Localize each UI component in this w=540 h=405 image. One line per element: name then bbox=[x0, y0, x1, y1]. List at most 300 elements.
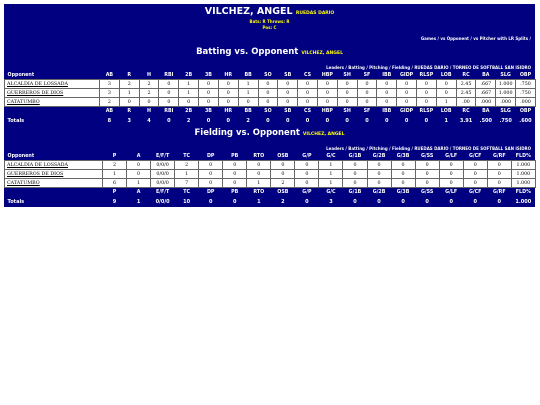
column-header-cs: CS bbox=[303, 72, 312, 78]
stat-cell: 1.000 bbox=[511, 161, 535, 170]
column-header-e-f-t: E/F/T bbox=[155, 189, 170, 195]
stat-cell: .00 bbox=[456, 98, 476, 107]
column-header-so: SO bbox=[264, 108, 272, 114]
sub-nav-link-leaders[interactable]: Leaders bbox=[326, 146, 345, 151]
sub-nav-link-torneo-de-softball-san-isidro[interactable]: TORNEO DE SOFTBALL SAN ISIDRO bbox=[452, 146, 531, 151]
column-header-tc: TC bbox=[183, 189, 191, 195]
stat-cell: 1 bbox=[319, 179, 343, 188]
stat-cell: 0 bbox=[337, 80, 357, 89]
stat-cell: 1 bbox=[238, 80, 258, 89]
stat-cell: 1.000 bbox=[496, 80, 516, 89]
column-header-e-f-t: E/F/T bbox=[155, 153, 170, 159]
column-header-slg: SLG bbox=[500, 72, 511, 78]
total-cell: 0 bbox=[425, 198, 429, 205]
stat-cell: 3 bbox=[100, 80, 120, 89]
stat-cell: 1.000 bbox=[496, 89, 516, 98]
stat-cell: 0 bbox=[199, 179, 223, 188]
opponent-link[interactable]: ALCALDIA DE LOSSADA bbox=[5, 80, 100, 89]
stat-cell: 0 bbox=[317, 89, 337, 98]
stat-cell: 0 bbox=[295, 179, 319, 188]
stat-cell: 1 bbox=[179, 89, 199, 98]
column-header-ba: BA bbox=[482, 108, 490, 114]
stat-cell: 0 bbox=[258, 89, 278, 98]
stat-cell: 2 bbox=[103, 161, 127, 170]
total-cell: 0 bbox=[285, 117, 290, 124]
column-header-ibb: IBB bbox=[382, 72, 392, 78]
stat-cell: 1 bbox=[238, 89, 258, 98]
fielding-footer-header-row bbox=[5, 188, 536, 197]
fielding-table bbox=[4, 152, 536, 207]
total-cell: 0 bbox=[365, 117, 369, 124]
stat-cell: 0 bbox=[357, 89, 377, 98]
sub-nav-link-batting[interactable]: Batting bbox=[348, 65, 365, 70]
total-cell: 2 bbox=[281, 198, 285, 205]
column-header-sb: SB bbox=[284, 108, 292, 114]
column-header-r: R bbox=[127, 108, 132, 114]
top-nav-link-vs-pitcher-with-lr-splits[interactable]: vs Pitcher with LR Splits bbox=[473, 36, 529, 41]
stat-cell: 0 bbox=[377, 80, 397, 89]
nav-separator: / bbox=[448, 146, 453, 151]
stat-cell: 0 bbox=[337, 98, 357, 107]
totals-label: Totals bbox=[7, 117, 25, 124]
stat-cell: 0 bbox=[463, 170, 487, 179]
stat-cell: 0 bbox=[397, 98, 417, 107]
total-cell: 0 bbox=[424, 117, 429, 124]
column-header-a: A bbox=[136, 189, 141, 195]
stat-cell: 0 bbox=[317, 98, 337, 107]
nav-separator: / bbox=[344, 65, 349, 70]
column-header-2b: 2B bbox=[185, 108, 193, 114]
column-header-g-cf: G/CF bbox=[468, 153, 482, 159]
stat-cell: 0 bbox=[159, 89, 179, 98]
stat-cell: 0 bbox=[139, 98, 159, 107]
column-header-dp: DP bbox=[206, 153, 215, 159]
column-header-hbp: HBP bbox=[321, 72, 333, 78]
fielding-team: VILCHEZ, ANGEL bbox=[302, 132, 345, 137]
stat-cell: 2 bbox=[100, 98, 120, 107]
total-cell: 1 bbox=[257, 198, 261, 205]
stat-cell: 0 bbox=[357, 80, 377, 89]
column-header-opponent: Opponent bbox=[7, 72, 35, 78]
stat-cell: 0 bbox=[417, 98, 437, 107]
total-cell: .500 bbox=[479, 117, 493, 124]
player-header bbox=[4, 4, 535, 19]
column-header-hr: HR bbox=[224, 108, 233, 114]
nav-separator: / bbox=[344, 146, 349, 151]
column-header-ba: BA bbox=[482, 72, 490, 78]
table-row bbox=[5, 179, 536, 188]
stat-cell: 0 bbox=[218, 80, 238, 89]
table-row bbox=[5, 161, 536, 170]
player-name: VILCHEZ, ANGEL bbox=[204, 6, 293, 17]
opponent-link[interactable]: CATATUMBO bbox=[5, 98, 100, 107]
column-header-slg: SLG bbox=[500, 108, 511, 114]
stat-cell: 0 bbox=[391, 170, 415, 179]
total-cell: 1 bbox=[444, 117, 448, 124]
column-header-lob: LOB bbox=[440, 72, 452, 78]
column-header-rto: RTO bbox=[253, 189, 265, 195]
stat-cell: 0 bbox=[238, 98, 258, 107]
opponent-link[interactable]: ALCALDIA DE LOSSADA bbox=[5, 161, 103, 170]
column-header-sf: SF bbox=[363, 108, 371, 114]
stat-cell: 0 bbox=[298, 89, 318, 98]
column-header-h: H bbox=[147, 108, 152, 114]
batting-section-title bbox=[4, 42, 535, 59]
column-header-dp: DP bbox=[206, 189, 215, 195]
stat-cell: 0/0/0 bbox=[151, 170, 175, 179]
total-cell: 0 bbox=[233, 198, 237, 205]
stat-cell: 0 bbox=[439, 179, 463, 188]
total-cell: 1.000 bbox=[515, 198, 532, 205]
top-nav-link-games[interactable]: Games bbox=[420, 36, 437, 41]
stat-cell: 2 bbox=[119, 80, 139, 89]
total-cell: 0/0/0 bbox=[155, 198, 170, 205]
stat-cell: 0 bbox=[436, 89, 456, 98]
nav-separator: / bbox=[528, 36, 531, 41]
column-header-rlsp: RLSP bbox=[419, 72, 434, 78]
stat-cell: 0 bbox=[119, 98, 139, 107]
stat-cell: 0 bbox=[223, 161, 247, 170]
column-header-3b: 3B bbox=[204, 108, 212, 114]
stat-cell: 0 bbox=[397, 89, 417, 98]
sub-nav-fielding bbox=[4, 140, 535, 152]
stat-cell: 1 bbox=[103, 170, 127, 179]
total-cell: 0 bbox=[473, 198, 477, 205]
stat-cell: 0 bbox=[357, 98, 377, 107]
stat-cell: 0 bbox=[278, 80, 298, 89]
column-header-sb: SB bbox=[284, 72, 292, 78]
stat-cell: 7 bbox=[175, 179, 199, 188]
stat-cell: 0 bbox=[343, 161, 367, 170]
stat-cell: 0 bbox=[439, 161, 463, 170]
total-cell: 0 bbox=[305, 198, 309, 205]
nav-separator: / bbox=[468, 36, 474, 41]
column-header-rc: RC bbox=[462, 72, 470, 78]
column-header-opponent bbox=[5, 188, 103, 197]
stat-cell: 0 bbox=[271, 170, 295, 179]
stat-cell: 1 bbox=[319, 170, 343, 179]
sub-nav-link-torneo-de-softball-san-isidro[interactable]: TORNEO DE SOFTBALL SAN ISIDRO bbox=[452, 65, 531, 70]
total-cell: .750 bbox=[499, 117, 512, 124]
total-cell: 0 bbox=[345, 117, 349, 124]
column-header-hr: HR bbox=[224, 72, 233, 78]
player-position: Pos: C bbox=[262, 24, 277, 30]
column-header-obp: OBP bbox=[519, 108, 532, 114]
total-cell: 0 bbox=[353, 198, 357, 205]
column-header-sh: SH bbox=[343, 108, 351, 114]
column-header-g-ss: G/SS bbox=[420, 153, 434, 159]
opponent-link[interactable]: GUERREROS DE DIOS bbox=[5, 89, 100, 98]
stat-cell: 0 bbox=[127, 170, 151, 179]
stat-cell: 0 bbox=[415, 179, 439, 188]
stat-cell: 0 bbox=[278, 98, 298, 107]
column-header-cs: CS bbox=[303, 108, 312, 114]
stat-cell: .750 bbox=[516, 89, 536, 98]
stat-cell: 0 bbox=[367, 179, 391, 188]
stat-cell: 1.000 bbox=[511, 170, 535, 179]
total-cell: 3 bbox=[329, 198, 333, 205]
column-header-3b: 3B bbox=[204, 72, 212, 78]
stat-cell: .667 bbox=[476, 89, 496, 98]
sub-nav-link-fielding[interactable]: Fielding bbox=[391, 146, 411, 151]
stat-cell: 0 bbox=[179, 98, 199, 107]
stat-cell: 2 bbox=[175, 161, 199, 170]
column-header-gidp: GIDP bbox=[399, 108, 414, 114]
stat-cell: 1 bbox=[247, 179, 271, 188]
column-header-gidp: GIDP bbox=[399, 72, 414, 78]
nav-separator: / bbox=[364, 146, 370, 151]
stat-cell: 2.45 bbox=[456, 80, 476, 89]
nav-separator: / bbox=[410, 65, 415, 70]
total-cell: 0 bbox=[404, 117, 409, 124]
column-header-rbi: RBI bbox=[164, 108, 174, 114]
stat-cell: 0/0/0 bbox=[151, 179, 175, 188]
stat-cell: 0 bbox=[487, 170, 511, 179]
stat-cell: 0 bbox=[278, 89, 298, 98]
stat-cell: 0 bbox=[367, 161, 391, 170]
stat-cell: .000 bbox=[496, 98, 516, 107]
stat-cell: 0 bbox=[391, 179, 415, 188]
column-header-opponent: Opponent bbox=[7, 153, 35, 159]
stat-cell: 0 bbox=[295, 161, 319, 170]
column-header-ibb: IBB bbox=[382, 108, 392, 114]
stat-cell: 0 bbox=[271, 161, 295, 170]
batting-title: Batting vs. Opponent bbox=[196, 47, 299, 57]
column-header-rbi: RBI bbox=[164, 72, 174, 78]
nav-separator: / bbox=[436, 36, 441, 41]
column-header-osb: OSB bbox=[277, 153, 289, 159]
column-header-g-rf: G/RF bbox=[492, 153, 506, 159]
column-header-p: P bbox=[112, 189, 117, 195]
total-cell: 2 bbox=[246, 117, 250, 124]
nav-separator: / bbox=[410, 146, 415, 151]
total-cell: 0 bbox=[206, 117, 211, 124]
stat-cell: 0 bbox=[343, 179, 367, 188]
column-header-fld: FLD% bbox=[515, 153, 531, 159]
column-header-p: P bbox=[112, 153, 117, 159]
stat-cell: 0/0/0 bbox=[151, 161, 175, 170]
sub-nav-link-batting[interactable]: Batting bbox=[348, 146, 365, 151]
player-team: RUEDAS DARIO bbox=[295, 11, 335, 16]
table-row bbox=[5, 80, 536, 89]
nav-separator: / bbox=[387, 146, 392, 151]
total-cell: .600 bbox=[519, 117, 532, 124]
column-header-tc: TC bbox=[183, 153, 191, 159]
column-header-lob: LOB bbox=[440, 108, 452, 114]
stat-cell: 0 bbox=[223, 170, 247, 179]
stat-cell: 0 bbox=[463, 161, 487, 170]
total-cell: 2 bbox=[186, 117, 191, 124]
stat-cell: 1 bbox=[179, 80, 199, 89]
stat-cell: 0 bbox=[487, 161, 511, 170]
column-header-g-1b: G/1B bbox=[348, 153, 362, 159]
stat-cell: 0 bbox=[199, 170, 223, 179]
stat-cell: .000 bbox=[516, 98, 536, 107]
column-header-sh: SH bbox=[343, 72, 351, 78]
total-cell: 3.91 bbox=[459, 117, 473, 124]
column-header-g-p: G/P bbox=[302, 153, 312, 159]
stat-cell: 0 bbox=[436, 80, 456, 89]
stat-cell: 0 bbox=[159, 98, 179, 107]
opponent-link[interactable]: GUERREROS DE DIOS bbox=[5, 170, 103, 179]
stat-cell: 0 bbox=[417, 80, 437, 89]
stat-cell: 0 bbox=[218, 98, 238, 107]
stat-cell: .000 bbox=[476, 98, 496, 107]
stat-cell: 1 bbox=[319, 161, 343, 170]
stat-cell: 0 bbox=[295, 170, 319, 179]
stat-cell: 0 bbox=[417, 89, 437, 98]
column-header-bb: BB bbox=[244, 108, 252, 114]
stat-cell: 0 bbox=[247, 170, 271, 179]
player-bats-throws: Bats: R Throws: R bbox=[249, 19, 290, 24]
column-header-g-2b: G/2B bbox=[372, 189, 386, 195]
fielding-section-title bbox=[4, 126, 535, 140]
sub-nav-link-leaders[interactable]: Leaders bbox=[326, 65, 345, 70]
column-header-g-c: G/C bbox=[326, 153, 336, 159]
column-header-opponent bbox=[5, 107, 100, 116]
sub-nav-link-pitching[interactable]: Pitching bbox=[369, 65, 388, 70]
stats-panel bbox=[4, 4, 535, 207]
column-header-ab: AB bbox=[105, 108, 114, 114]
totals-label: Totals bbox=[7, 198, 25, 205]
stat-cell: 0 bbox=[223, 179, 247, 188]
stat-cell: 0 bbox=[199, 161, 223, 170]
stat-cell: 0 bbox=[397, 80, 417, 89]
stat-cell: 0 bbox=[159, 80, 179, 89]
total-cell: 8 bbox=[107, 117, 112, 124]
opponent-link[interactable]: CATATUMBO bbox=[5, 179, 103, 188]
stat-cell: 2 bbox=[271, 179, 295, 188]
stat-cell: 0 bbox=[258, 80, 278, 89]
column-header-g-lf: G/LF bbox=[445, 189, 458, 195]
stat-cell: .750 bbox=[516, 80, 536, 89]
column-header-r: R bbox=[127, 72, 132, 78]
column-header-g-c: G/C bbox=[326, 189, 336, 195]
stat-cell: 0 bbox=[343, 170, 367, 179]
column-header-a: A bbox=[136, 153, 141, 159]
table-row bbox=[5, 98, 536, 107]
total-cell: 3 bbox=[127, 117, 131, 124]
column-header-g-2b: G/2B bbox=[372, 153, 386, 159]
stat-cell: 0 bbox=[218, 89, 238, 98]
stat-cell: 1 bbox=[119, 89, 139, 98]
column-header-g-3b: G/3B bbox=[396, 153, 410, 159]
column-header-g-p: G/P bbox=[302, 189, 312, 195]
batting-team: VILCHEZ, ANGEL bbox=[301, 51, 343, 56]
total-cell: 0 bbox=[266, 117, 270, 124]
total-cell: 0 bbox=[226, 117, 231, 124]
stat-cell: 0 bbox=[487, 179, 511, 188]
sub-nav-link-fielding[interactable]: Fielding bbox=[391, 65, 411, 70]
batting-totals-row bbox=[5, 115, 536, 126]
column-header-hbp: HBP bbox=[321, 108, 333, 114]
column-header-rc: RC bbox=[462, 108, 470, 114]
column-header-obp: OBP bbox=[519, 72, 532, 78]
stat-cell: 3 bbox=[100, 89, 120, 98]
stat-cell: 0 bbox=[298, 98, 318, 107]
table-row bbox=[5, 170, 536, 179]
stat-cell: 0 bbox=[199, 98, 219, 107]
column-header-sf: SF bbox=[363, 72, 371, 78]
stat-cell: 0 bbox=[258, 98, 278, 107]
column-header-g-lf: G/LF bbox=[445, 153, 458, 159]
stat-cell: 0 bbox=[415, 161, 439, 170]
column-header-rlsp: RLSP bbox=[419, 108, 434, 114]
stat-cell: 0 bbox=[337, 89, 357, 98]
total-cell: 0 bbox=[377, 198, 381, 205]
total-cell: 9 bbox=[112, 198, 117, 205]
column-header-ab: AB bbox=[105, 72, 114, 78]
stat-cell: 0 bbox=[377, 89, 397, 98]
fielding-totals-row bbox=[5, 196, 536, 207]
stat-cell: 0 bbox=[463, 179, 487, 188]
sub-nav-link-ruedas-dario[interactable]: RUEDAS DARIO bbox=[414, 65, 449, 70]
fielding-header-row bbox=[5, 152, 536, 161]
column-header-g-1b: G/1B bbox=[348, 189, 362, 195]
total-cell: 0 bbox=[167, 117, 171, 124]
column-header-g-3b: G/3B bbox=[396, 189, 410, 195]
sub-nav-link-pitching[interactable]: Pitching bbox=[369, 146, 388, 151]
total-cell: 0 bbox=[401, 198, 405, 205]
stat-cell: 6 bbox=[103, 179, 127, 188]
column-header-pb: PB bbox=[231, 189, 239, 195]
column-header-bb: BB bbox=[244, 72, 252, 78]
nav-separator: / bbox=[364, 65, 370, 70]
sub-nav-batting bbox=[4, 59, 535, 71]
table-row bbox=[5, 89, 536, 98]
column-header-pb: PB bbox=[231, 153, 239, 159]
column-header-g-cf: G/CF bbox=[468, 189, 482, 195]
total-cell: 0 bbox=[497, 198, 502, 205]
nav-separator: / bbox=[448, 65, 453, 70]
total-cell: 0 bbox=[305, 117, 310, 124]
stat-cell: 0 bbox=[298, 80, 318, 89]
total-cell: 0 bbox=[385, 117, 389, 124]
column-header-g-ss: G/SS bbox=[420, 189, 434, 195]
stat-cell: 0 bbox=[127, 161, 151, 170]
stat-cell: 0 bbox=[247, 161, 271, 170]
stat-cell: 1 bbox=[436, 98, 456, 107]
batting-header-row bbox=[5, 71, 536, 80]
stat-cell: 0 bbox=[439, 170, 463, 179]
stat-cell: .667 bbox=[476, 80, 496, 89]
stat-cell: 0 bbox=[199, 89, 219, 98]
stat-cell: 1 bbox=[127, 179, 151, 188]
total-cell: 0 bbox=[208, 198, 213, 205]
total-cell: 10 bbox=[183, 198, 191, 205]
stat-cell: 0 bbox=[415, 170, 439, 179]
stat-cell: 0 bbox=[317, 80, 337, 89]
top-nav-link-vs-opponent[interactable]: vs Opponent bbox=[440, 36, 469, 41]
nav-separator: / bbox=[387, 65, 392, 70]
stat-cell: 1 bbox=[175, 170, 199, 179]
total-cell: 4 bbox=[147, 117, 151, 124]
stat-cell: 0 bbox=[199, 80, 219, 89]
column-header-osb: OSB bbox=[277, 189, 289, 195]
total-cell: 0 bbox=[325, 117, 330, 124]
column-header-rto: RTO bbox=[253, 153, 265, 159]
sub-nav-link-ruedas-dario[interactable]: RUEDAS DARIO bbox=[414, 146, 449, 151]
column-header-so: SO bbox=[264, 72, 272, 78]
column-header-g-rf: G/RF bbox=[492, 189, 506, 195]
top-nav bbox=[4, 30, 535, 42]
stat-cell: 0 bbox=[391, 161, 415, 170]
total-cell: 1 bbox=[136, 198, 141, 205]
stat-cell: 2 bbox=[139, 89, 159, 98]
column-header-2b: 2B bbox=[185, 72, 193, 78]
stat-cell: 2 bbox=[139, 80, 159, 89]
column-header-fld: FLD% bbox=[515, 189, 531, 195]
